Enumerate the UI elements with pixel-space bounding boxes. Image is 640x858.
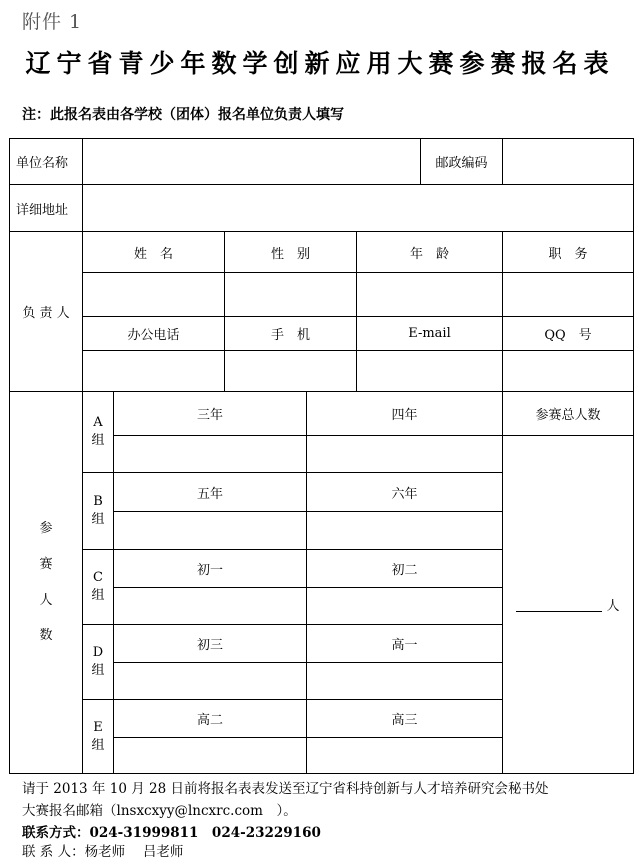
participants-char: 参 bbox=[39, 521, 53, 537]
group-e-label: E 组 bbox=[91, 719, 105, 753]
grade-header: 四年 bbox=[391, 408, 418, 423]
col-qq: QQ 号 bbox=[544, 328, 592, 343]
form-note: 注：此报名表由各学校（团体）报名单位负责人填写 bbox=[22, 107, 344, 123]
page-title: 辽宁省青少年数学创新应用大赛参赛报名表 bbox=[25, 49, 615, 78]
person-label: 联 系 人： bbox=[22, 844, 85, 858]
grade-header: 初一 bbox=[196, 563, 223, 578]
participants-char: 数 bbox=[39, 628, 53, 644]
grade-header: 高二 bbox=[196, 713, 223, 728]
footer-contact bbox=[22, 821, 321, 841]
group-b-label: B 组 bbox=[91, 494, 105, 527]
grade-header: 三年 bbox=[196, 408, 223, 423]
total-participants-label: 参赛总人数 bbox=[535, 408, 601, 423]
col-mobile: 手 机 bbox=[270, 328, 310, 343]
col-gender: 性 别 bbox=[270, 246, 310, 262]
grade-header: 六年 bbox=[391, 486, 418, 502]
col-position: 职 务 bbox=[548, 246, 588, 262]
person-names: 杨老师 吕老师 bbox=[84, 844, 184, 858]
footer-person bbox=[22, 840, 183, 858]
participants-label bbox=[10, 392, 82, 773]
grade-header: 五年 bbox=[196, 486, 223, 502]
footer-line-2: 大赛报名邮箱（lnsxcxyy@lncxrc.com ）。 bbox=[22, 803, 297, 819]
participants-char: 赛 bbox=[39, 556, 53, 572]
address-field[interactable] bbox=[83, 185, 633, 231]
col-email: E-mail bbox=[408, 326, 451, 341]
total-unit: 人 bbox=[606, 599, 620, 614]
contact-phones: 024-31999811 024-23229160 bbox=[89, 825, 321, 841]
group-a-label: A 组 bbox=[91, 415, 105, 448]
contact-label: 联系方式： bbox=[22, 825, 90, 841]
address-label: 详细地址 bbox=[16, 202, 69, 218]
grade-header: 高三 bbox=[391, 713, 418, 728]
unit-name-label: 单位名称 bbox=[16, 156, 69, 171]
col-name: 姓 名 bbox=[133, 246, 173, 262]
total-participants-field[interactable] bbox=[503, 436, 633, 773]
grade-header: 初三 bbox=[196, 638, 223, 653]
group-c-label: C 组 bbox=[91, 570, 105, 603]
col-office-phone: 办公电话 bbox=[127, 328, 180, 343]
footer-line-1: 请于 2013 年 10 月 28 日前将报名表表发送至辽宁省科持创新与人才培养研究会秘书处 bbox=[22, 781, 549, 797]
grade-header: 初二 bbox=[391, 563, 418, 578]
postal-code-label: 邮政编码 bbox=[435, 156, 488, 171]
group-d-label: D 组 bbox=[91, 645, 105, 678]
unit-name-field[interactable] bbox=[83, 139, 420, 184]
total-fill-line bbox=[516, 598, 602, 612]
participants-char: 人 bbox=[39, 592, 53, 608]
grade-header: 高一 bbox=[391, 638, 418, 653]
attachment-label: 附件 1 bbox=[22, 11, 83, 33]
contact-person-label: 负 责 人 bbox=[22, 306, 70, 321]
col-age: 年 龄 bbox=[409, 246, 449, 262]
postal-code-field[interactable] bbox=[503, 139, 633, 184]
